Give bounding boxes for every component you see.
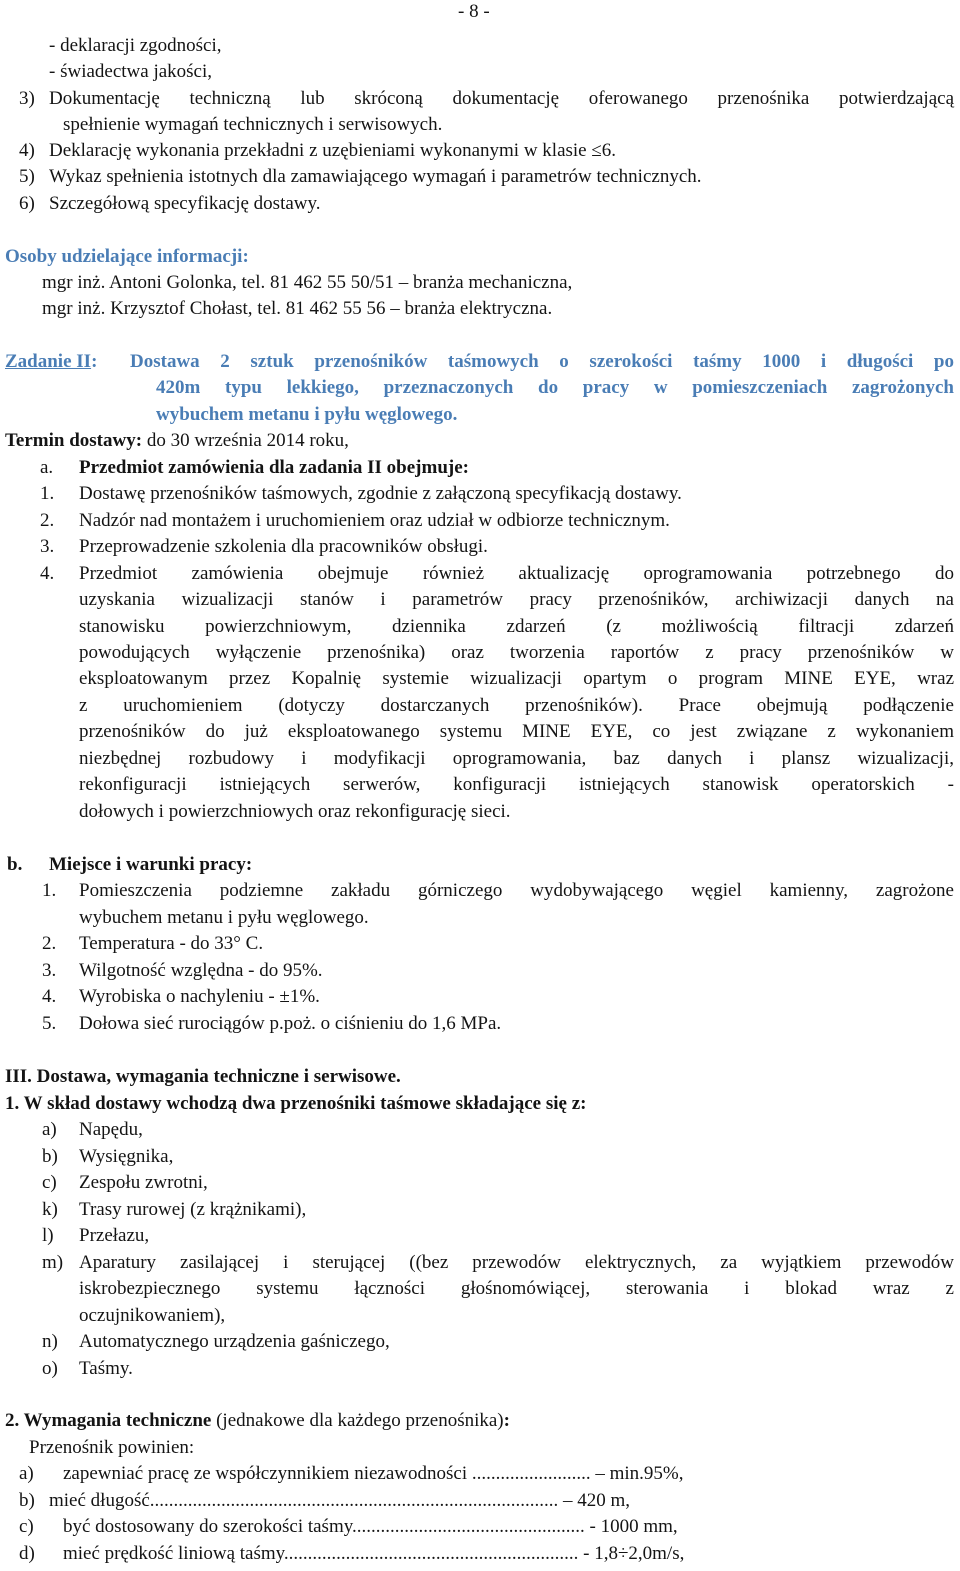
list-item-number: 3.	[42, 960, 57, 981]
list-item-number: 1.	[42, 880, 57, 901]
intro-line: Szczegółową specyfikację dostawy.	[49, 193, 321, 214]
list-item-text: Wyrobiska o nachyleniu - ±1%.	[79, 986, 320, 1007]
intro-line: spełnienie wymagań technicznych i serwisowych.	[63, 114, 443, 135]
list-item-letter: l)	[42, 1225, 54, 1246]
requirement-text: zapewniać pracę ze współczynnikiem niezawodności ......................... – min.95%,	[63, 1463, 684, 1484]
list-item-number: 4.	[40, 563, 55, 584]
list-item-letter: a)	[42, 1119, 57, 1140]
subsection-2-title	[5, 1411, 510, 1430]
section-b-title: Miejsce i warunki pracy:	[49, 854, 253, 875]
list-item-letter: m)	[42, 1252, 64, 1273]
intro-line: Dokumentację techniczną lub skróconą dokumentację oferowanego przenośnika potwierdzającą	[49, 88, 954, 109]
paragraph-line: powodujących wyłączenie przenośnika) oraz tworzenia raportów z pracy przenośników w	[79, 642, 954, 663]
list-item-text: Trasy rurowej (z krążnikami),	[79, 1199, 307, 1220]
list-item-text: Przeprowadzenie szkolenia dla pracowników obsługi.	[79, 536, 488, 557]
subsection-2-bold: 2. Wymagania techniczne	[5, 1410, 212, 1431]
contact-line: mgr inż. Antoni Golonka, tel. 81 462 55 50/51 – branża mechaniczna,	[42, 272, 573, 293]
list-item-number: 2.	[40, 510, 55, 531]
subsection-1-title: 1. W skład dostawy wchodzą dwa przenośniki taśmowe składające się z:	[5, 1093, 587, 1114]
requirement-letter: a)	[19, 1463, 34, 1484]
list-item-letter: c)	[42, 1172, 57, 1193]
section-a-marker: a.	[40, 457, 54, 478]
requirement-text: mieć długość...................................................................................... – 420 m,	[49, 1490, 631, 1511]
list-item-number: 5.	[42, 1013, 57, 1034]
section-a-title: Przedmiot zamówienia dla zadania II obejmuje:	[79, 457, 469, 478]
list-item-text: Pomieszczenia podziemne zakładu górniczego wydobywającego węgiel kamienny, zagrożone	[79, 880, 954, 901]
paragraph-line: eksploatowanym przez Kopalnię systemie wizualizacji opartym o program MINE EYE, wraz	[79, 668, 954, 689]
paragraph-line: rekonfiguracji istniejących serwerów, konfiguracji istniejących stanowisk operatorskich -	[79, 774, 954, 795]
deadline-label: Termin dostawy:	[5, 430, 143, 451]
list-item-text: Nadzór nad montażem i uruchomieniem oraz udział w odbiorze technicznym.	[79, 510, 670, 531]
list-item-text: Dołowa sieć rurociągów p.poż. o ciśnieniu do 1,6 MPa.	[79, 1013, 502, 1034]
list-item-letter: b)	[42, 1146, 58, 1167]
list-item-text: Temperatura - do 33° C.	[79, 933, 264, 954]
list-item-text: Taśmy.	[79, 1358, 133, 1379]
contacts-heading: Osoby udzielające informacji:	[5, 246, 249, 267]
delivery-deadline	[5, 431, 349, 450]
list-item-number: 3.	[40, 536, 55, 557]
list-item-text: iskrobezpiecznego systemu łączności głośnomówiącej, sterowania i blokad wraz z	[79, 1278, 954, 1299]
list-item-text: oczujnikowaniem),	[79, 1305, 226, 1326]
intro-line: - deklaracji zgodności,	[49, 35, 222, 56]
task-label: Zadanie II	[5, 351, 92, 372]
list-item-letter: o)	[42, 1358, 58, 1379]
requirements-intro: Przenośnik powinien:	[29, 1437, 195, 1458]
list-item-text: Automatycznego urządzenia gaśniczego,	[79, 1331, 390, 1352]
paragraph-line: niezbędnej rozbudowy i modyfikacji oprogramowania, baz danych i plansz wizualizacji,	[79, 748, 954, 769]
intro-line: Deklarację wykonania przekładni z uzębieniami wykonanymi w klasie ≤6.	[49, 140, 617, 161]
list-item-text: Aparatury zasilającej i sterującej ((bez przewodów elektrycznych, za wyjątkiem przewodów	[79, 1252, 954, 1273]
paragraph-line: stanowisku powierzchniowym, dziennika zdarzeń (z możliwością filtracji zdarzeń	[79, 616, 954, 637]
intro-line: - świadectwa jakości,	[49, 61, 213, 82]
task-description-line: Dostawa 2 sztuk przenośników taśmowych o szerokości taśmy 1000 i długości po	[130, 351, 954, 372]
section-III-title: III. Dostawa, wymagania techniczne i serwisowe.	[5, 1066, 401, 1087]
list-item-letter: n)	[42, 1331, 58, 1352]
paragraph-line: dołowych i powierzchniowych oraz rekonfigurację sieci.	[79, 801, 511, 822]
subsection-2-note: (jednakowe dla każdego przenośnika)	[211, 1410, 504, 1431]
list-item-letter: k)	[42, 1199, 58, 1220]
requirement-letter: b)	[19, 1490, 35, 1511]
contact-line: mgr inż. Krzysztof Chołast, tel. 81 462 55 56 – branża elektryczna.	[42, 298, 553, 319]
section-b-marker: b.	[7, 854, 23, 875]
requirement-letter: c)	[19, 1516, 34, 1537]
requirement-text: być dostosowany do szerokości taśmy................................................. - 1000 mm,	[63, 1516, 678, 1537]
task-heading	[5, 352, 97, 371]
task-description-line: wybuchem metanu i pyłu węglowego.	[156, 404, 458, 425]
list-item-number: 2.	[42, 933, 57, 954]
intro-item-number: 4)	[19, 140, 35, 161]
list-item-text: Napędu,	[79, 1119, 143, 1140]
list-item-text: wybuchem metanu i pyłu węglowego.	[79, 907, 369, 928]
paragraph-line: przenośników do już eksploatowanego systemu MINE EYE, co jest związane z wykonaniem	[79, 721, 954, 742]
paragraph-line: z uruchomieniem (dotyczy dostarczanych przenośników). Prace obejmują podłączenie	[79, 695, 954, 716]
task-description-line: 420m typu lekkiego, przeznaczonych do pracy w pomieszczeniach zagrożonych	[156, 377, 954, 398]
intro-item-number: 3)	[19, 88, 35, 109]
list-item-text: Wysięgnika,	[79, 1146, 174, 1167]
page-number: - 8 -	[458, 1, 490, 22]
paragraph-line: uzyskania wizualizacji stanów i parametrów pracy przenośników, archiwizacji danych na	[79, 589, 954, 610]
task-label-colon: :	[91, 351, 98, 372]
intro-item-number: 5)	[19, 166, 35, 187]
list-item-text: Wilgotność względna - do 95%.	[79, 960, 323, 981]
list-item-number: 1.	[40, 483, 55, 504]
list-item-number: 4.	[42, 986, 57, 1007]
deadline-value: do 30 września 2014 roku,	[142, 430, 349, 451]
list-item-text: Dostawę przenośników taśmowych, zgodnie z załączoną specyfikacją dostawy.	[79, 483, 682, 504]
paragraph-line: Przedmiot zamówienia obejmuje również aktualizację oprogramowania potrzebnego do	[79, 563, 954, 584]
list-item-text: Przełazu,	[79, 1225, 150, 1246]
requirement-letter: d)	[19, 1543, 35, 1564]
intro-item-number: 6)	[19, 193, 35, 214]
subsection-2-colon: :	[503, 1410, 510, 1431]
intro-line: Wykaz spełnienia istotnych dla zamawiającego wymagań i parametrów technicznych.	[49, 166, 702, 187]
requirement-text: mieć prędkość liniową taśmy.............................................................. - 1,8÷2,0m/s,	[63, 1543, 685, 1564]
list-item-text: Zespołu zwrotni,	[79, 1172, 208, 1193]
